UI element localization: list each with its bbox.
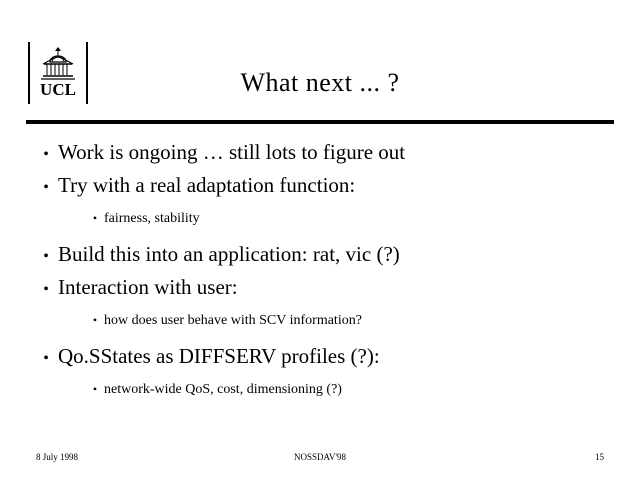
- bullet-marker-icon: •: [43, 350, 49, 367]
- bullet-marker-icon: •: [43, 146, 49, 163]
- page-title: What next ... ?: [240, 68, 400, 97]
- footer-date: 8 July 1998: [36, 452, 79, 462]
- bullet-marker-icon: •: [92, 211, 98, 225]
- bullet-marker-icon: •: [43, 248, 49, 265]
- bullet-marker-icon: •: [43, 281, 49, 298]
- sub-bullet-item: [34, 378, 616, 401]
- bullet-item: [34, 171, 616, 202]
- bullet-text: Qo.SStates as DIFFSERV profiles (?):: [58, 344, 380, 368]
- slide-body: [34, 136, 616, 405]
- sub-bullet-text: fairness, stability: [104, 211, 200, 226]
- title-divider: [26, 120, 614, 124]
- bullet-marker-icon: •: [92, 382, 98, 396]
- slide-footer: [36, 452, 604, 462]
- footer-conference: NOSSDAV'98: [294, 452, 346, 462]
- svg-text:UCL: UCL: [40, 80, 76, 99]
- bullet-text: Try with a real adaptation function:: [58, 173, 356, 197]
- bullet-marker-icon: •: [92, 313, 98, 327]
- sub-bullet-item: [34, 207, 616, 230]
- bullet-item: [34, 138, 616, 169]
- bullet-text: Interaction with user:: [58, 275, 238, 299]
- sub-bullet-item: [34, 309, 616, 332]
- footer-page-number: 15: [595, 452, 604, 462]
- bullet-text: Build this into an application: rat, vic (?): [58, 242, 400, 266]
- sub-bullet-text: network-wide QoS, cost, dimensioning (?): [104, 382, 342, 397]
- sub-bullet-text: how does user behave with SCV information?: [104, 313, 362, 328]
- bullet-item: [34, 273, 616, 304]
- bullet-item: [34, 342, 616, 373]
- bullet-text: Work is ongoing … still lots to figure out: [58, 140, 406, 164]
- bullet-marker-icon: •: [43, 179, 49, 196]
- bullet-item: [34, 240, 616, 271]
